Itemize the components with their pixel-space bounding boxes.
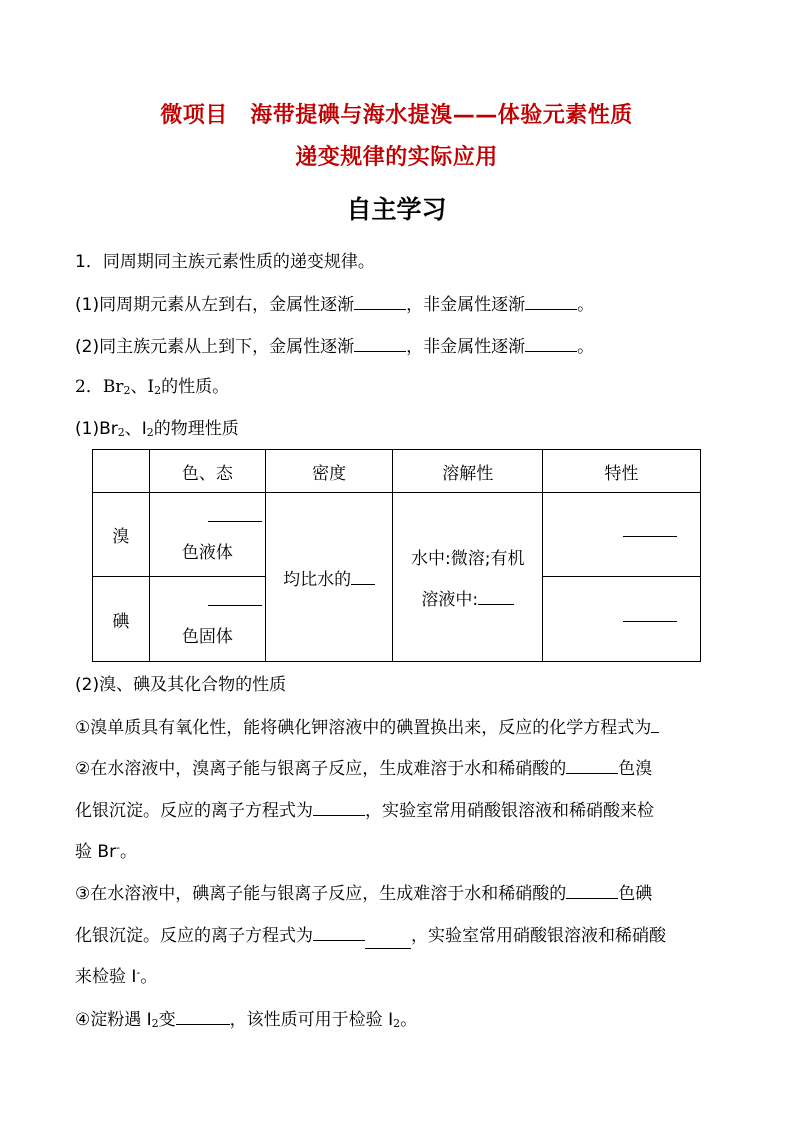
answer-blank[interactable] [354,291,406,310]
answer-blank[interactable] [208,591,262,606]
table-header-cell: 密度 [265,450,393,493]
table-header-row [93,450,701,493]
item-4: ④淀粉遇 $I_2$变 ，该性质可用于检验 $I_2$。 [75,1006,417,1033]
q2-sub2: (2)溴、碘及其化合物的性质 [75,675,287,695]
cell-density: 均比水的 [265,493,393,662]
answer-blank[interactable] [525,291,577,310]
q1-part2: (2)同主族元素从上到下，金属性逐渐 ，非金属性逐渐 。 [75,333,594,360]
cell-iodine-feature [543,577,701,662]
title-line-2: 递变规律的实际应用 [295,145,498,170]
answer-blank[interactable] [208,507,262,522]
answer-blank[interactable] [566,755,618,774]
item-2-line-2: 化银沉淀。反应的离子方程式为 ，实验室常用硝酸银溶液和稀硝酸来检 [75,797,654,824]
item-3-line-2: 化银沉淀。反应的离子方程式为 ，实验室常用硝酸银溶液和稀硝酸 [75,922,666,949]
answer-blank[interactable] [313,797,365,816]
q1-stem: 1．同周期同主族元素性质的递变规律。 [75,252,375,272]
cell-bromine-feature [543,493,701,577]
table-header-cell: 特性 [543,450,701,493]
answer-blank[interactable] [176,1006,230,1025]
item-3-line-3: 来检验 I-。 [75,966,158,987]
item-1: ①溴单质具有氧化性，能将碘化钾溶液中的碘置换出来，反应的化学方程式为 [75,714,659,741]
cell-solubility: 水中:微溶;有机 溶液中: [393,493,543,662]
answer-blank[interactable] [623,617,677,622]
q1-part1: (1)同周期元素从左到右，金属性逐渐 ，非金属性逐渐 。 [75,291,594,318]
answer-blank[interactable] [623,532,677,537]
answer-blank[interactable] [365,930,411,949]
answer-blank[interactable] [351,566,375,585]
table-header-cell: 色、态 [149,450,265,493]
answer-blank[interactable] [525,333,577,352]
section-heading: 自主学习 [346,195,447,224]
q2-stem: 2．$Br_2$、$I_2$的性质。 [75,377,230,397]
q2-sub1: $(1)Br_2$、$I_2$的物理性质 [75,419,239,439]
answer-blank[interactable] [651,714,659,733]
cell-iodine-state: 色固体 [149,577,265,662]
item-3-line-1: ③在水溶液中，碘离子能与银离子反应，生成难溶于水和稀硝酸的 色碘 [75,880,652,907]
answer-blank[interactable] [354,333,406,352]
answer-blank[interactable] [313,922,365,941]
cell-bromine-state: 色液体 [149,493,265,577]
row-label-bromine: 溴 [93,493,150,577]
table-row [93,493,701,577]
row-label-iodine: 碘 [93,577,150,662]
answer-blank[interactable] [566,880,618,899]
title-line-1: 微项目 海带提碘与海水提溴——体验元素性质 [160,103,633,128]
answer-blank[interactable] [478,586,514,605]
item-2-line-3: 验 Br-。 [75,841,138,862]
physical-properties-table [92,449,701,662]
table-header-cell: 溶解性 [393,450,543,493]
table-header-cell [93,450,150,493]
item-2-line-1: ②在水溶液中，溴离子能与银离子反应，生成难溶于水和稀硝酸的 色溴 [75,755,652,782]
